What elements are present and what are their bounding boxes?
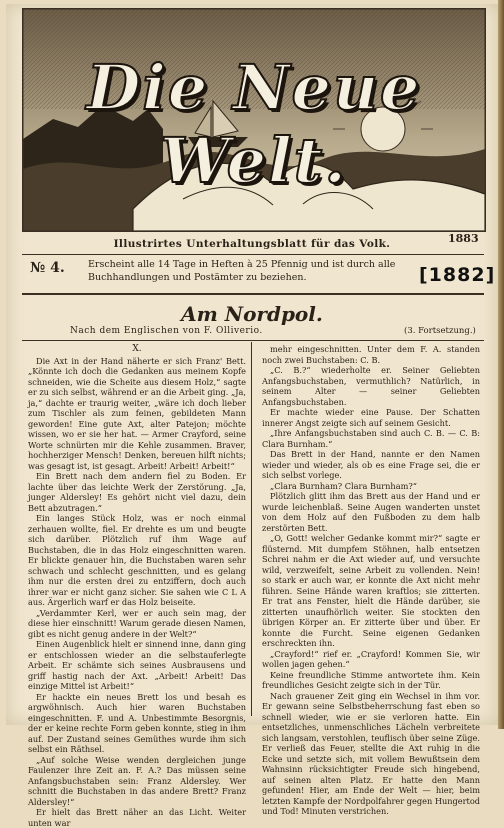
paragraph: „Verdammter Kerl, wer er auch sein mag, der diese hier einschnitt! Warum gerade diesen Namen, gibt es nicht genug andere in der Welt?“: [28, 607, 246, 639]
paragraph: Er hackte ein neues Brett los und besah es argwöhnisch. Auch hier waren Buchstaben eingeschnitten. F. und A. Unbestimmte Besorgnis, der er keine rechte Form geben konnte, stieg in ihm auf. Der Zustand seines Gemüthes wurde ihm sich selbst ein Räthsel.: [28, 691, 246, 754]
paragraph: „C. B.?“ wiederholte er. Seiner Geliebten Anfangsbuchstaben, vermuthlich? Natürlich, in seinem Alter — seiner Geliebten Anfangsbuchstaben.: [262, 365, 480, 407]
paragraph: Nach grauener Zeit ging ein Wechsel in ihm vor. Er gewann seine Selbstbeherrschung fast eben so schnell wieder, wie er sie verloren hatte. Ein entsetzliches, unmenschliches Lächeln verbreitete sich langsam, verstohlen, teuflisch über seine Züge. Er verließ das Feuer, stellte die Axt ruhig in die Ecke und setzte sich, mit vollem Bewußtsein dem Wahnsinn rücksichtigter Freude sich hingebend, auf seinen alten Platz. Er hatte den Mann gefunden! Hier, am Ende der Welt — hier, beim letzten Kampfe der Nordpolfahrer gegen Hungertod und Tod! Minuten verstrichen.: [262, 690, 480, 816]
year-label: 1883: [448, 232, 479, 245]
paragraph: „Crayford!“ rief er. „Crayford! Kommen Sie, wir wollen jagen gehen.“: [262, 648, 480, 669]
paragraph: Plötzlich glitt ihm das Brett aus der Hand und er wurde leichenblaß. Seine Augen wanderten unstet von dem Holz auf den Fußboden zu dem halb zerstörten Bett.: [262, 491, 480, 533]
paragraph: „O, Gott! welcher Gedanke kommt mir?“ sagte er flüsternd. Mit dumpfem Stöhnen, halb entsetzen Schrei nahm er die Axt wieder auf, und versuchte wild, verzweifelt, seine Arbeit zu vollenden. Nein! so stark er auch war, er konnte die Axt nicht mehr führen. Seine Hände waren kraftlos; sie zitterten. Er trat ans Fenster, hielt die Hände darüber, sie zitterten unaufhörlich weiter. Sie stockten den übrigen Körper an. Er zitterte über und über. Er konnte die Furcht. Seine eigenen Gedanken erschreckten ihn.: [262, 533, 480, 648]
paragraph: Er machte wieder eine Pause. Der Schatten innerer Angst zeigte sich auf seinem Gesicht.: [262, 407, 480, 428]
paragraph: mehr eingeschnitten. Unter dem F. A. standen noch zwei Buchstaben: C. B.: [262, 344, 480, 365]
paragraph: Einen Augenblick hielt er sinnend inne, dann ging er entschlossen wieder an die selbstauferlegte Arbeit. Er schämte sich seines Ausbrausens und griff hastig nach der Axt. „Arbeit! Arbeit! Das einzige Mittel ist Arbeit!“: [28, 639, 246, 691]
paragraph: Ein langes Stück Holz, was er noch einmal zerhauen wollte, fiel. Er drehte es um und beugte sich darüber. Plötzlich ruf ihm Wage auf Buchstaben, die in das Holz eingeschnitten waren. Er blickte genauer hin, die Buchstaben waren sehr schwach und schlecht geschnitten, und es gelang ihm nur die ersten drei zu entziffern, doch auch ihrer war er nicht ganz sicher. Sie sahen wie C L A aus. Ärgerlich warf er das Holz beiseite.: [28, 513, 246, 607]
continuation-note: (3. Fortsetzung.): [404, 326, 476, 336]
paragraph: Die Axt in der Hand näherte er sich Franz' Bett. „Könnte ich doch die Gedanken aus meinem Kopfe schneiden, wie die Scheite aus diesem Holz,“ sagte er zu sich selbst, während er an die Arbeit ging. „Ja, ja,“ dachte er traurig weiter, „wäre ich doch lieber zum Tischler als zum feinen, gebildeten Mann geworden! Eine gute Axt, alter Patejon; möchte wissen, wo er sie her hat. — Armer Crayford, seine Worte schnürten mir die Kehle zusammen. Braver, hochherziger Mensch! Denken, bereuen hilft nichts; was gesagt ist, ist gesagt. Arbeit! Arbeit! Arbeit!“: [28, 355, 246, 471]
paragraph: „Ihre Anfangsbuchstaben sind auch C. B. — C. B: Clara Burnham.“: [262, 428, 480, 449]
divider: [22, 254, 484, 255]
book-binding-edge: [498, 0, 504, 729]
paragraph: „Auf solche Weise wenden dergleichen junge Faulenzer ihre Zeit an. F. A.? Das müssen seine Anfangsbuchstaben sein: Franz Aldersley. Wer schnitt die Buchstaben in das andere Brett? Franz Aldersley!“: [28, 754, 246, 807]
story-title: Am Nordpol.: [181, 302, 323, 326]
paragraph: Er hielt das Brett näher an das Licht. Weiter unten war: [28, 807, 246, 828]
divider: [22, 340, 484, 341]
column-divider: [251, 342, 252, 716]
paragraph: Keine freundliche Stimme antwortete ihm. Kein freundliches Gesicht zeigte sich in der Tür.: [262, 669, 480, 690]
masthead-subtitle: Illustrirtes Unterhaltungsblatt für das Volk.: [113, 238, 391, 250]
chapter-number: X.: [132, 344, 142, 354]
handwritten-year-stamp: [1882]: [419, 264, 496, 286]
paragraph: „Clara Burnham? Clara Burnham?“: [270, 480, 417, 491]
issue-number: № 4.: [30, 260, 65, 276]
right-column: [262, 344, 480, 816]
masthead-title: Die Neue Welt.: [86, 51, 422, 197]
publication-info: Erscheint alle 14 Tage in Heften à 25 Pfennig und ist durch alle Buchhandlungen und Postämter zu beziehen.: [88, 259, 396, 283]
divider: [22, 293, 484, 295]
paragraph: Das Brett in der Hand, nannte er den Namen wieder und wieder, als ob es eine Frage sei, die er sich selbst vorlege.: [262, 449, 480, 480]
masthead-illustration: [22, 8, 486, 232]
story-byline: Nach dem Englischen von F. Olliverio.: [70, 326, 263, 336]
left-column: [28, 344, 246, 828]
paragraph: Ein Brett nach dem andern fiel zu Boden. Er lachte über das leichte Werk der Zerstörung. „Ja, junger Aldersley! Es gehört nicht viel dazu, dein Bett abzutragen.“: [28, 471, 246, 513]
